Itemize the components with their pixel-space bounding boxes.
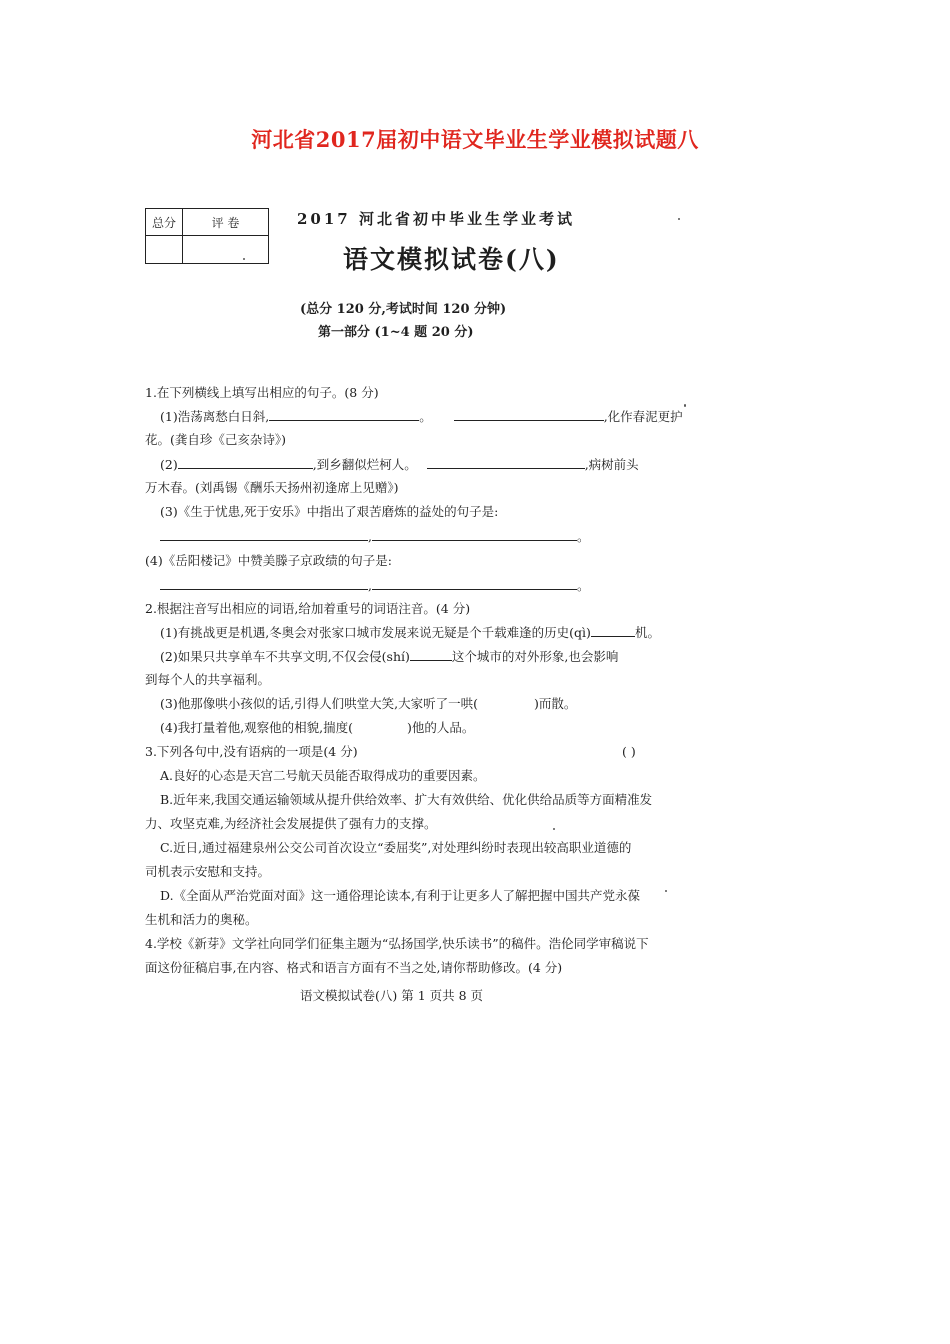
exam-header: 2017 河北省初中毕业生学业考试	[297, 210, 575, 228]
answer-blank[interactable]	[410, 648, 452, 661]
q3-option-a: A.良好的心态是天宫二号航天员能否取得成功的重要因素。	[160, 768, 486, 783]
answer-blank[interactable]	[269, 408, 419, 421]
exam-meta: (总分 120 分,考试时间 120 分钟)	[300, 302, 507, 317]
total-score-label: 总分	[146, 209, 183, 236]
q3-option-b-cont: 力、攻坚克难,为经济社会发展提供了强有力的支撑。	[145, 816, 437, 831]
q2-4-text-b: )他的人品。	[407, 720, 475, 735]
q3-option-d: D.《全面从严治党面对面》这一通俗理论读本,有利于让更多人了解把握中国共产党永葆	[160, 888, 641, 903]
scan-speck	[684, 404, 686, 407]
q2-1-text-a: (1)有挑战更是机遇,冬奥会对张家口城市发展来说无疑是个千载难逢的历史(qì)	[160, 625, 591, 640]
q1-s2-text-a: (2)	[160, 457, 178, 472]
review-cell	[183, 236, 269, 264]
scan-speck	[243, 258, 245, 260]
q2-item-3	[160, 696, 576, 712]
answer-blank[interactable]	[372, 577, 577, 590]
answer-blank[interactable]	[372, 528, 577, 541]
page-footer: 语文模拟试卷(八) 第 1 页共 8 页	[300, 988, 484, 1003]
q1-s1-text-c: ,化作春泥更护	[603, 409, 683, 424]
q3-option-c-cont: 司机表示安慰和支持。	[145, 864, 271, 879]
q4-stem: 4.学校《新芽》文学社向同学们征集主题为“弘扬国学,快乐读书”的稿件。浩伦同学审稿说下	[145, 936, 649, 951]
q2-4-text-a: (4)我打量着他,观察他的相貌,揣度(	[160, 720, 354, 735]
q2-item-2	[160, 648, 618, 665]
q1-sentence-4-answer	[160, 577, 590, 594]
q1-sentence-4: (4)《岳阳楼记》中赞美滕子京政绩的句子是:	[145, 553, 392, 568]
document-title: 河北省2017届初中语文毕业生学业模拟试题八	[251, 127, 699, 152]
score-table	[145, 208, 269, 264]
q2-2-text-b: 这个城市的对外形象,也会影响	[451, 649, 619, 664]
q2-item-4	[160, 720, 474, 736]
total-score-cell	[146, 236, 183, 264]
q1-s2-text-c: ,病树前头	[584, 457, 639, 472]
q1-sentence-3-answer	[160, 528, 590, 545]
review-label: 评 卷	[183, 209, 269, 236]
q2-3-text-a: (3)他那像哄小孩似的话,引得人们哄堂大笑,大家听了一哄(	[160, 696, 479, 711]
answer-blank[interactable]	[178, 456, 313, 469]
q1-s4-comma: ,	[368, 578, 372, 593]
q3-answer-bracket[interactable]: ( )	[622, 744, 636, 759]
answer-blank[interactable]	[427, 456, 585, 469]
q1-sentence-2	[160, 456, 639, 473]
paper-title: 语文模拟试卷(八)	[343, 245, 560, 274]
q3-option-d-cont: 生机和活力的奥秘。	[145, 912, 258, 927]
q1-stem: 1.在下列横线上填写出相应的句子。(8 分)	[145, 385, 379, 400]
q2-item-2-cont: 到每个人的共享福利。	[145, 672, 271, 687]
q2-1-text-b: 机。	[634, 625, 660, 640]
q1-s1-text-a: (1)浩荡离愁白日斜,	[160, 409, 270, 424]
q3-option-b: B.近年来,我国交通运输领域从提升供给效率、扩大有效供给、优化供给品质等方面精准发	[160, 792, 653, 807]
q1-s3-end: 。	[576, 529, 590, 544]
answer-blank[interactable]	[591, 624, 635, 637]
q1-sentence-1-source: 花。(龚自珍《己亥杂诗》)	[145, 432, 287, 447]
answer-blank[interactable]	[160, 577, 368, 590]
answer-blank[interactable]	[160, 528, 368, 541]
q3-stem: 3.下列各句中,没有语病的一项是(4 分)	[145, 744, 358, 759]
q1-sentence-3: (3)《生于忧患,死于安乐》中指出了艰苦磨炼的益处的句子是:	[160, 504, 499, 519]
q1-s3-comma: ,	[368, 529, 372, 544]
scan-speck	[678, 218, 680, 220]
q1-s2-text-b: ,到乡翻似烂柯人。	[312, 457, 417, 472]
q2-3-text-b: )而散。	[534, 696, 577, 711]
q2-item-1	[160, 624, 660, 641]
q1-s4-end: 。	[576, 578, 590, 593]
q2-stem: 2.根据注音写出相应的词语,给加着重号的词语注音。(4 分)	[145, 601, 471, 616]
part-heading: 第一部分 (1~4 题 20 分)	[318, 325, 474, 340]
q4-stem-cont: 面这份征稿启事,在内容、格式和语言方面有不当之处,请你帮助修改。(4 分)	[145, 960, 563, 975]
q1-sentence-2-source: 万木春。(刘禹锡《酬乐天扬州初逢席上见赠》)	[145, 480, 399, 495]
scan-speck	[665, 890, 667, 892]
q1-s1-text-b: 。	[419, 409, 432, 424]
q3-option-c: C.近日,通过福建泉州公交公司首次设立“委屈奖”,对处理纠纷时表现出较高职业道德的	[160, 840, 632, 855]
scan-speck	[553, 828, 555, 830]
q1-sentence-1	[160, 408, 683, 425]
answer-blank[interactable]	[454, 408, 604, 421]
q2-2-text-a: (2)如果只共享单车不共享文明,不仅会侵(shí)	[160, 649, 410, 664]
